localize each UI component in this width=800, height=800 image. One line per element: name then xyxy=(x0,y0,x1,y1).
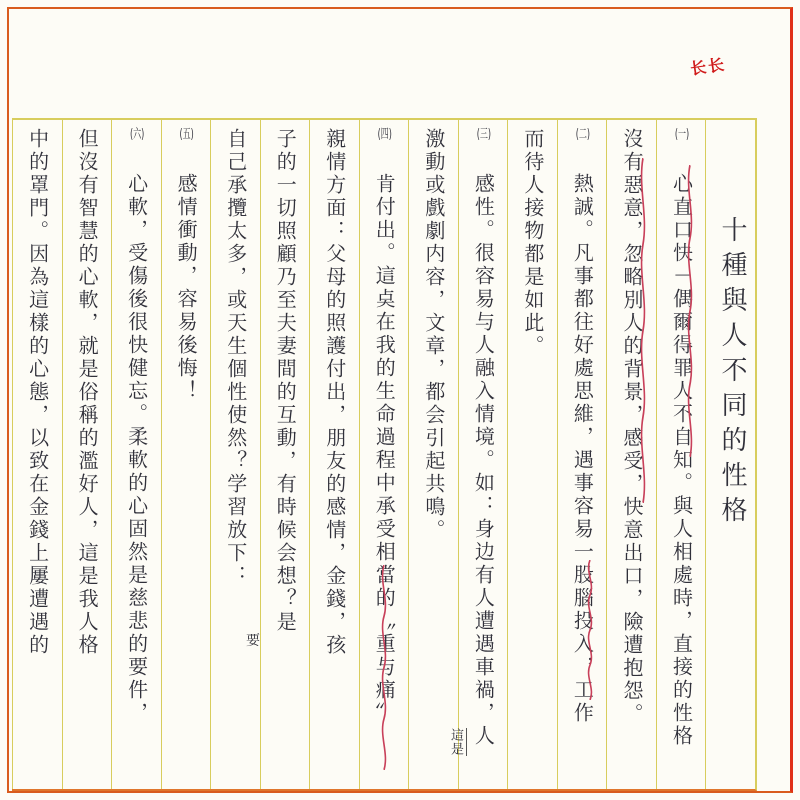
manuscript-column xyxy=(557,120,607,789)
manuscript-column xyxy=(260,120,310,789)
title-column xyxy=(705,120,755,789)
column-text: 心直口快－偶爾得罪人不自知。與人相處時，直接的性格 xyxy=(669,173,694,748)
manuscript-column xyxy=(359,120,409,789)
manuscript-column xyxy=(161,120,211,789)
column-text: 中的罩門。因為這樣的心態，以致在金錢上屢遭遇的 xyxy=(25,128,50,657)
manuscript-column xyxy=(111,120,161,789)
section-number: (一) xyxy=(674,128,690,141)
column-text: 肯付出。這奌在我的生命過程中承受相當的〝重与痛〞 xyxy=(372,173,397,725)
column-text: 激動或戲劇内容，文章，都会引起共鳴。 xyxy=(421,128,446,542)
manuscript-column xyxy=(210,120,260,789)
manuscript-column xyxy=(12,120,62,789)
column-text: 心軟，受傷後很快健忘。柔軟的心固然是慈悲的要件， xyxy=(124,173,149,725)
section-number: (三) xyxy=(476,128,491,141)
inserted-correction-phrase: 這是 xyxy=(446,728,467,756)
section-number: (六) xyxy=(129,128,145,141)
manuscript-column xyxy=(309,120,359,789)
column-text: 而待人接物都是如此。 xyxy=(520,128,545,358)
column-text: 熱誠。凡事都往好處思維，遇事容易一股腦投入，工作 xyxy=(570,173,595,725)
column-text: 自己承攬太多，或天生個性使然？学習放下： xyxy=(223,128,248,588)
manuscript-column xyxy=(656,120,706,789)
column-text: 沒有惡意，忽略別人的背景，感受，快意出口，險遭抱怨。 xyxy=(619,128,644,726)
section-number: (四) xyxy=(377,128,392,141)
section-number: (五) xyxy=(179,128,194,141)
page-title: 十種與人不同的性格 xyxy=(717,216,747,531)
column-text: 親情方面：父母的照護付出，朋友的感情，金錢，孩 xyxy=(322,128,347,657)
manuscript-column xyxy=(408,120,458,789)
ruled-column-grid xyxy=(12,118,757,791)
section-number: (二) xyxy=(575,128,591,141)
manuscript-column xyxy=(606,120,656,789)
manuscript-column xyxy=(62,120,112,789)
column-text: 子的一切照顧乃至夫妻間的互動，有時候会想？是 xyxy=(273,128,298,634)
column-text: 感性。很容易与人融入情境。如：身边有人遭遇車禍，人 xyxy=(471,173,496,748)
inserted-correction-char: 要 xyxy=(246,633,260,649)
column-text: 感情衝動，容易後悔！ xyxy=(174,173,199,403)
red-corner-mark: 长长 xyxy=(688,54,728,79)
column-text: 但沒有智慧的心軟，就是俗稱的濫好人，這是我人格 xyxy=(75,128,100,657)
manuscript-column xyxy=(507,120,557,789)
manuscript-column xyxy=(458,120,508,789)
